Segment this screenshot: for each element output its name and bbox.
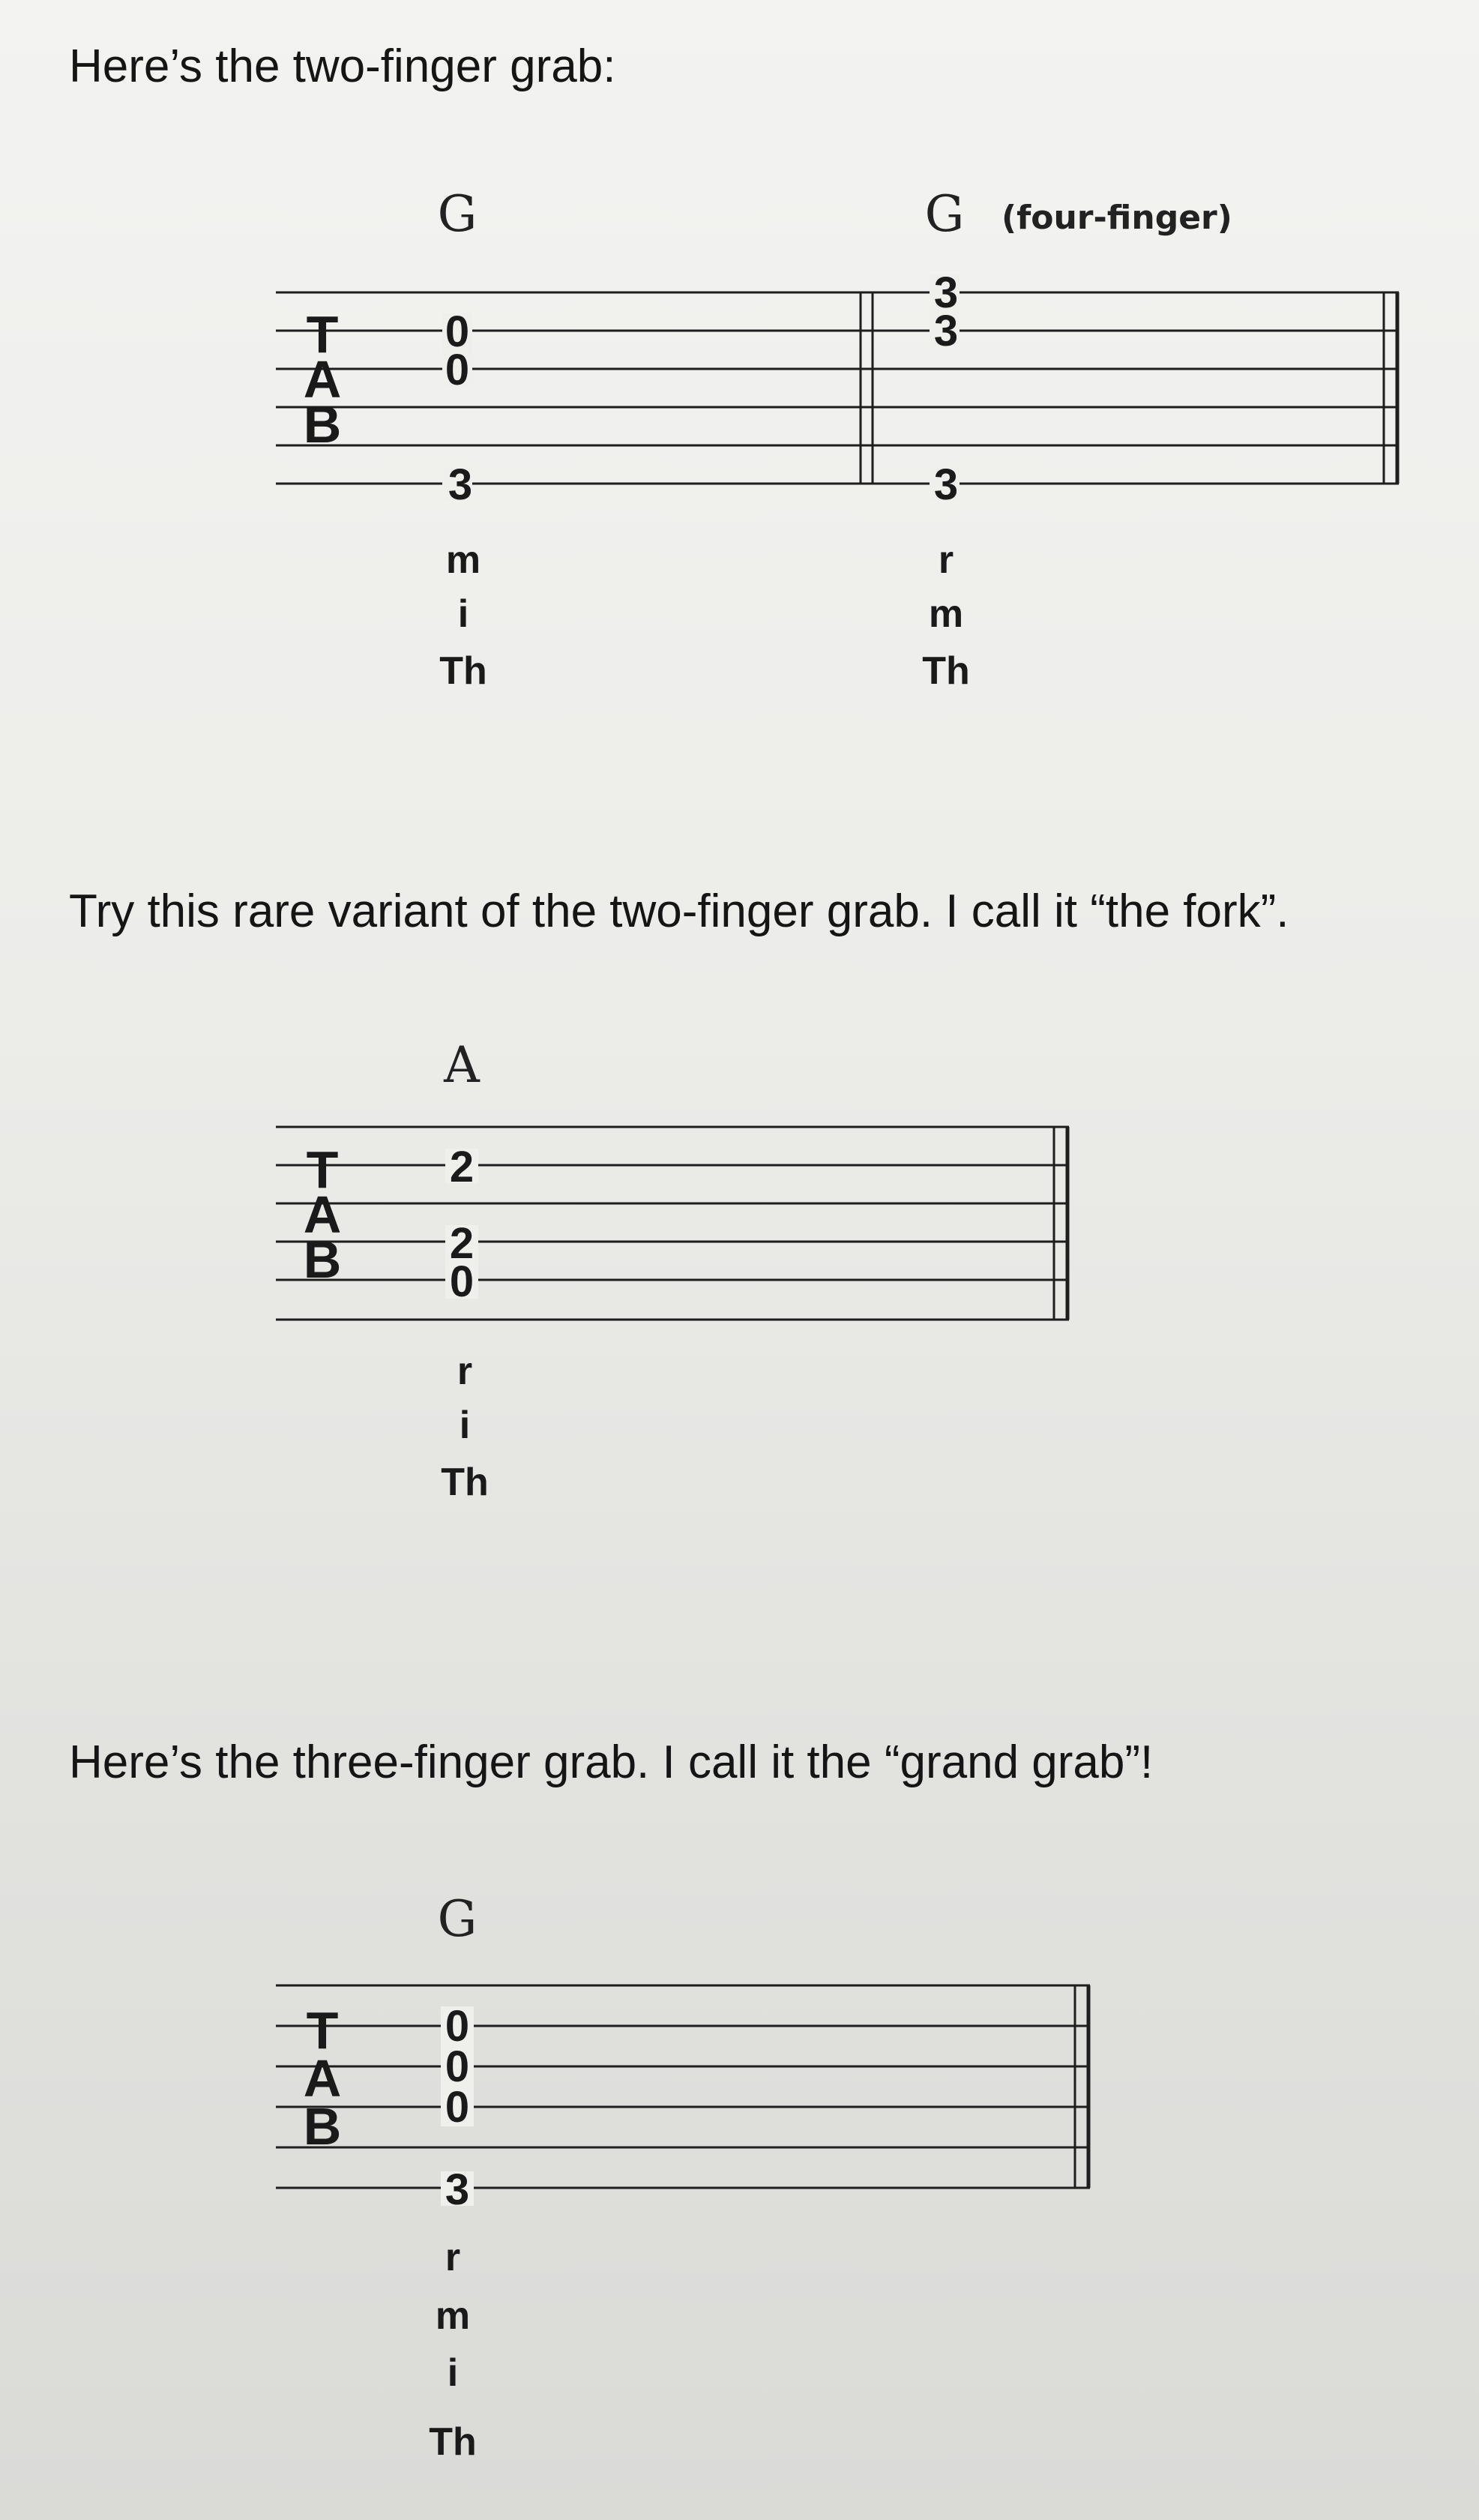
finger-label: Th: [439, 649, 487, 693]
fret-number: 0: [449, 1257, 475, 1306]
tab-label-letter: T: [306, 1140, 339, 1199]
finger-label: i: [447, 2351, 459, 2395]
fret-number: 0: [445, 307, 470, 356]
fret-number: 3: [933, 268, 959, 317]
finger-label: r: [938, 538, 954, 582]
finger-label: r: [445, 2236, 461, 2279]
finger-label: i: [459, 1404, 471, 1447]
tab-label-letter: T: [306, 2001, 339, 2060]
finger-label: Th: [922, 649, 970, 693]
fret-number: 0: [445, 2002, 470, 2051]
finger-label: m: [445, 538, 481, 582]
tab-label-letter: A: [303, 1185, 342, 1244]
finger-label: i: [457, 592, 469, 636]
tab-label-letter: B: [303, 1230, 342, 1289]
tab-label-letter: B: [303, 2097, 342, 2156]
tab-label-letter: A: [303, 350, 342, 409]
fret-number: 0: [445, 2083, 470, 2132]
fret-number: 0: [445, 2042, 470, 2091]
tab-label-letter: B: [303, 395, 342, 454]
finger-label: r: [457, 1350, 473, 1393]
caption-fork-variant: Try this rare variant of the two-finger grab. I call it “the fork”.: [69, 885, 1289, 937]
fret-number: 3: [933, 460, 959, 509]
chord-name: G: [437, 1890, 478, 1948]
caption-two-finger-grab: Here’s the two-finger grab:: [69, 40, 616, 92]
fret-number: 3: [448, 460, 473, 509]
tab-label-letter: A: [303, 2049, 342, 2108]
caption-three-finger-grab: Here’s the three-finger grab. I call it the “grand grab”!: [69, 1736, 1154, 1788]
fret-number: 2: [449, 1219, 475, 1268]
finger-label: m: [928, 592, 964, 636]
chord-name: G: [924, 185, 965, 243]
fret-number: 0: [445, 346, 470, 394]
finger-label: Th: [441, 1461, 489, 1504]
chord-name: G: [437, 185, 478, 243]
finger-label: Th: [429, 2420, 477, 2464]
chord-name: A: [444, 1036, 480, 1094]
fret-number: 3: [445, 2165, 470, 2214]
fret-number: 3: [933, 307, 959, 355]
tab-staff-example-3: [276, 1890, 1090, 2464]
finger-label: m: [435, 2294, 471, 2338]
tab-label-letter: T: [306, 305, 339, 364]
tab-staff-example-2: [276, 1036, 1069, 1504]
chord-annotation: (four-finger): [1001, 199, 1232, 237]
tab-staff-example-1: [276, 185, 1399, 693]
fret-number: 2: [449, 1143, 475, 1191]
